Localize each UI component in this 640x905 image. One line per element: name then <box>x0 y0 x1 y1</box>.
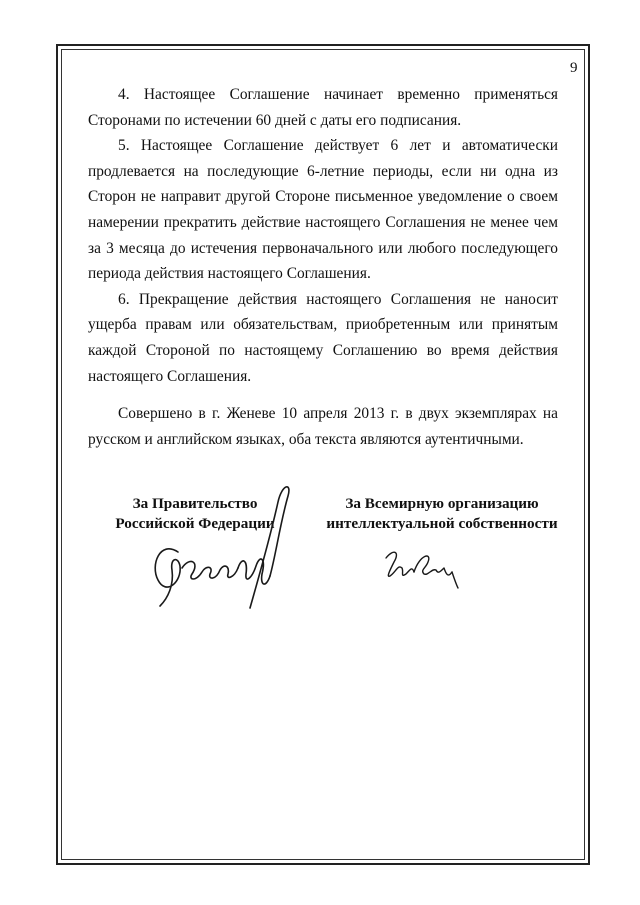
signatory-wipo-line2: интеллектуальной собственности <box>326 515 558 532</box>
paragraph-4: 4. Настоящее Соглашение начинает временно применяться Сторонами по истечении 60 дней с даты его подписания. <box>88 86 558 129</box>
signature-russia-image <box>130 470 300 620</box>
signatory-russia-line2: Российской Федерации <box>115 515 275 532</box>
paragraph-5: 5. Настоящее Соглашение действует 6 лет и автоматически продлевается на последующие 6-летние периоды, если ни одна из Сторон не направит другой Стороне письменное уведомление о своем намерении прекратить действие настоящего Соглашения не менее чем за 3 месяца до истечения первоначального или любого последующего периода действия настоящего Соглашения. <box>88 137 558 283</box>
signatory-wipo <box>312 494 572 534</box>
signatory-wipo-line1: За Всемирную организацию <box>345 495 539 512</box>
paragraph-6: 6. Прекращение действия настоящего Соглашения не наносит ущерба правам или обязательствам, приобретенным или принятым каждой Стороной по настоящему Соглашению во время действия настоящего Соглашения. <box>88 290 558 385</box>
signatory-russia-line1: За Правительство <box>132 495 258 512</box>
page-number: 9 <box>570 60 578 76</box>
paragraph-done-at: Совершено в г. Женеве 10 апреля 2013 г. в двух экземплярах на русском и английском языках, оба текста являются аутентичными. <box>88 405 558 448</box>
signature-wipo-image <box>380 544 460 594</box>
agreement-text <box>88 82 558 452</box>
